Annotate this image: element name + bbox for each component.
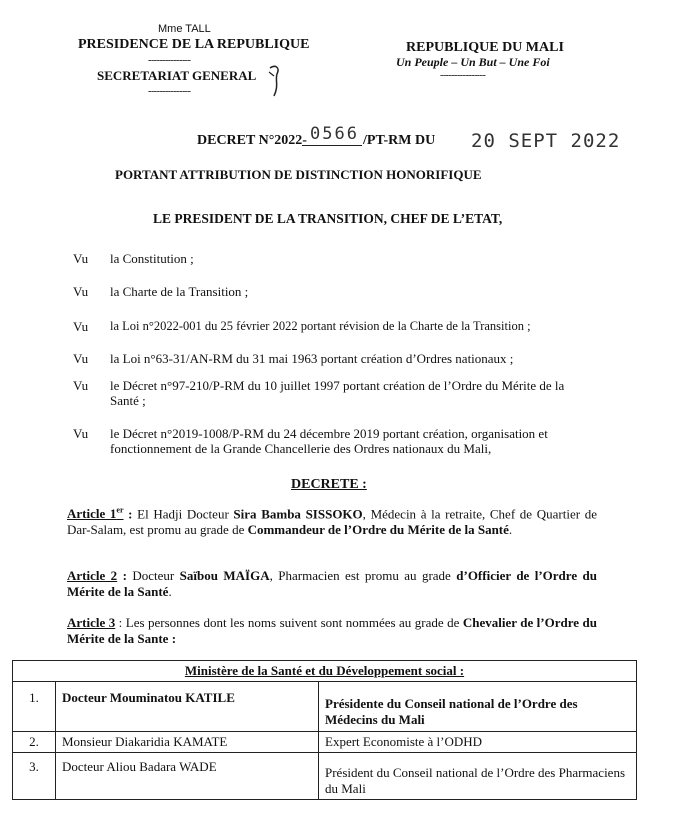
vu-label: Vu [73,378,89,393]
vu-label: Vu [73,351,89,366]
secretariat-title: SECRETARIAT GENERAL [97,68,257,83]
vu-label: Vu [73,284,89,299]
vu-text: la Charte de la Transition ; [110,284,249,299]
decree-suffix: /PT-RM DU [363,133,436,148]
decree-subject: PORTANT ATTRIBUTION DE DISTINCTION HONORIFIQUE [115,167,482,182]
article-3-grade: Chevalier de l’Ordre du Mérite de la Sante : [67,615,597,646]
table-header-row [13,661,637,682]
article-2: Article 2 : Docteur Saïbou MAÏGA, Pharmacien est promu au grade d’Officier de l’Ordre du Mérite de la Santé. [67,568,597,599]
separator: --------------- [148,86,191,97]
vu-label: Vu [73,251,89,266]
row-role: Expert Economiste à l’ODHD [319,732,637,753]
presidence-title: PRESIDENCE DE LA REPUBLIQUE [78,37,310,52]
row-number: 2. [13,732,56,753]
separator: ---------------- [440,70,486,81]
decree-date: 20 SEPT 2022 [471,130,621,152]
article-3-label: Article 3 [67,615,116,630]
ministry-heading: Ministère de la Santé et du Développement social : [13,661,637,682]
vu-text: le Décret n°97-210/P-RM du 10 juillet 1997 portant création de l’Ordre du Mérite de la Santé ; [110,378,565,408]
vu-text: le Décret n°2019-1008/P-RM du 24 décembre 2019 portant création, organisation et fonctionnement de la Grande Chancellerie des Ordres nationaux du Mali, [110,426,548,456]
vu-label: Vu [73,319,89,334]
row-name: Docteur Aliou Badara WADE [56,753,319,800]
article-2-name: Saïbou MAÏGA [179,568,270,583]
decree-prefix: DECRET N°2022- [197,133,307,148]
row-name: Docteur Mouminatou KATILE [56,682,319,732]
vu-text: la Loi n°63-31/AN-RM du 31 mai 1963 portant création d’Ordres nationaux ; [110,351,514,366]
article-2-label: Article 2 [67,568,118,583]
motto: Un Peuple – Un But – Une Foi [396,55,550,69]
decrete-heading: DECRETE : [291,477,367,492]
article-1-name: Sira Bamba SISSOKO [233,506,363,522]
initials: Mme TALL [158,23,211,35]
decree-number: 0566 [310,124,359,144]
row-number: 1. [13,682,56,732]
article-2-grade: d’Officier de l’Ordre du Mérite de la Santé [67,568,597,599]
article-3: Article 3 : Les personnes dont les noms suivent sont nommées au grade de Chevalier de l’Ordre du Mérite de la Sante : [67,615,597,646]
row-role: Président du Conseil national de l’Ordre des Pharmaciens du Mali [319,753,637,800]
table-row [13,682,637,732]
vu-text: la Loi n°2022-001 du 25 février 2022 portant révision de la Charte de la Transition ; [110,319,531,333]
republic-title: REPUBLIQUE DU MALI [406,40,564,55]
table-row [13,732,637,753]
decree-number-field [302,126,362,146]
article-1-grade: Commandeur de l’Ordre du Mérite de la Santé [247,522,509,538]
table-row [13,753,637,800]
vu-label: Vu [73,426,89,441]
decree-authority: LE PRESIDENT DE LA TRANSITION, CHEF DE L’ETAT, [153,211,503,226]
row-number: 3. [13,753,56,800]
row-name: Monsieur Diakaridia KAMATE [56,732,319,753]
separator: --------------- [148,55,191,66]
article-1: Article 1er : El Hadji Docteur Sira Bamba SISSOKO, Médecin à la retraite, Chef de Quartier de Dar-Salam, est promu au grade de Commandeur de l’Ordre du Mérite de la Santé. [67,506,597,538]
distinction-table [12,660,637,800]
signature-mark [266,62,284,100]
vu-text: la Constitution ; [110,251,194,266]
article-1-label: Article 1er [67,506,124,522]
row-role: Présidente du Conseil national de l’Ordre des Médecins du Mali [319,682,637,732]
